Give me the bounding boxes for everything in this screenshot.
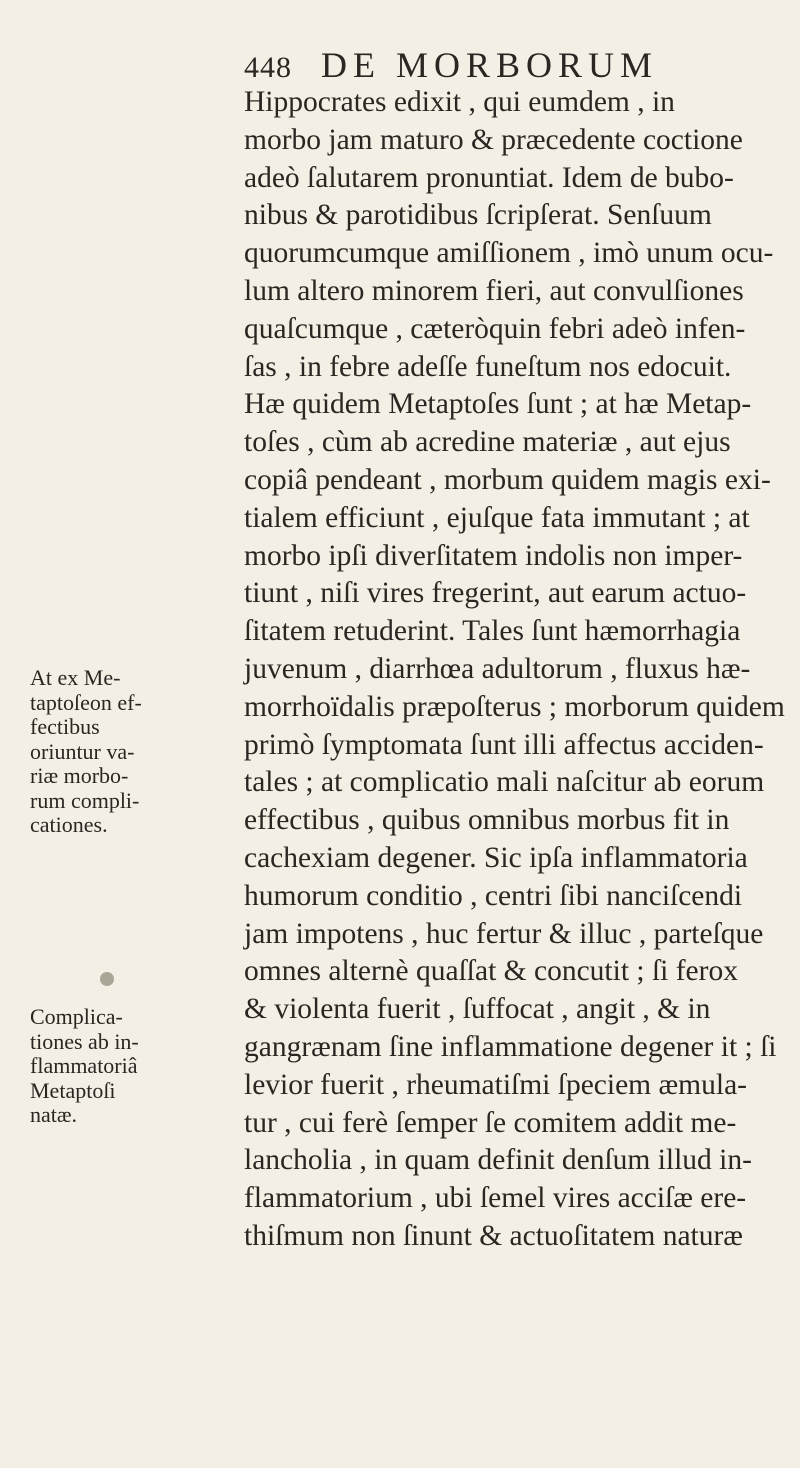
text-line: toſes , cùm ab acredine materiæ , aut ejus — [244, 426, 731, 459]
text-line: cachexiam degener. Sic ipſa inflammatoria — [244, 841, 748, 874]
text-line: morbo jam maturo & præcedente coctione — [244, 123, 743, 156]
running-header — [244, 44, 658, 86]
text-line: copiâ pendeant , morbum quidem magis exi- — [244, 463, 771, 496]
margin-note-line: cationes. — [30, 812, 108, 837]
text-line: adeò ſalutarem pronuntiat. Idem de bubo- — [244, 161, 734, 194]
text-line: ſitatem retuderint. Tales ſunt hæmorrhagia — [244, 615, 741, 648]
text-line: & violenta fuerit , ſuffocat , angit , & in — [244, 993, 711, 1026]
margin-note-line: rum compli- — [30, 787, 140, 813]
margin-note-line: At ex Me- — [30, 665, 121, 690]
text-line: nibus & parotidibus ſcripſerat. Senſuum — [244, 199, 712, 232]
ink-blot-ornament — [100, 972, 114, 986]
margin-note-metaptoses — [30, 666, 240, 838]
text-line: tiunt , niſi vires fregerint, aut earum actuo- — [244, 577, 747, 610]
text-line: tales ; at complicatio mali naſcitur ab eorum — [244, 766, 765, 799]
text-line: juvenum , diarrhœa adultorum , fluxus hæ- — [244, 652, 751, 685]
margin-note-complications — [30, 1005, 240, 1128]
running-title: DE MORBORUM — [321, 45, 659, 85]
text-line: humorum conditio , centri ſibi nanciſcendi — [244, 879, 743, 912]
text-line: lancholia , in quam definit denſum illud in- — [244, 1144, 752, 1177]
page-number: 448 — [244, 51, 292, 84]
text-line: ſas , in febre adeſſe funeſtum nos edocuit. — [244, 350, 732, 383]
text-line: tur , cui ferè ſemper ſe comitem addit me- — [244, 1106, 737, 1139]
text-line: gangrænam ſine inflammatione degener it ; ſi — [244, 1030, 777, 1063]
margin-note-line: Metaptoſi — [30, 1077, 116, 1103]
text-line: morrhoïdalis præpoſterus ; morborum quidem — [244, 690, 785, 723]
text-line: Hæ quidem Metaptoſes ſunt ; at hæ Metap- — [244, 388, 752, 421]
main-text-column — [244, 84, 785, 1256]
text-line: primò ſymptomata ſunt illi affectus acciden- — [244, 728, 764, 761]
text-line: thiſmum non ſinunt & actuoſitatem naturæ — [244, 1219, 743, 1252]
text-line: quorumcumque amiſſionem , imò unum ocu- — [244, 237, 774, 270]
text-line: quaſcumque , cæteròquin febri adeò infen- — [244, 312, 746, 345]
text-line: effectibus , quibus omnibus morbus fit in — [244, 804, 730, 837]
text-line: omnes alternè quaſſat & concutit ; ſi ferox — [244, 955, 738, 988]
margin-note-line: Complica- — [30, 1004, 123, 1029]
margin-note-line: natæ. — [30, 1102, 78, 1127]
margin-note-line: taptoſeon ef- — [30, 689, 142, 715]
text-line: flammatorium , ubi ſemel vires acciſæ ere- — [244, 1182, 747, 1215]
text-line: levior fuerit , rheumatiſmi ſpeciem æmula- — [244, 1068, 747, 1101]
text-line: Hippocrates edixit , qui eumdem , in — [244, 86, 675, 118]
margin-note-line: fectibus — [30, 714, 100, 739]
text-line: morbo ipſi diverſitatem indolis non imper- — [244, 539, 743, 572]
margin-note-line: flammatoriâ — [30, 1053, 138, 1078]
margin-note-line: riæ morbo- — [30, 763, 129, 788]
margin-note-line: tiones ab in- — [30, 1028, 139, 1054]
text-line: tialem efficiunt , ejuſque fata immutant ; at — [244, 501, 750, 534]
text-line: lum altero minorem fieri, aut convulſiones — [244, 274, 744, 307]
text-line: jam impotens , huc fertur & illuc , parteſque — [244, 917, 764, 950]
margin-note-line: oriuntur va- — [30, 738, 135, 764]
